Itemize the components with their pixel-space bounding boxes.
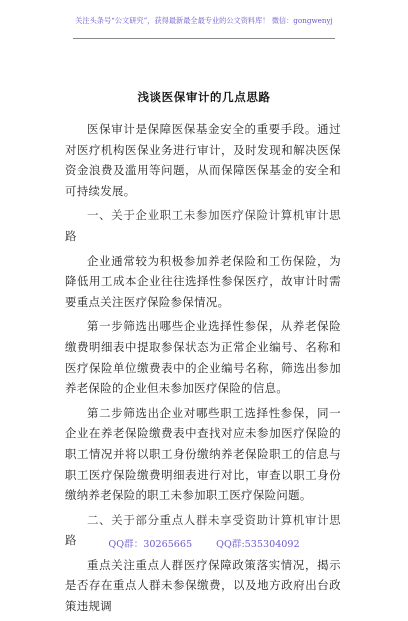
footer-contacts [0,536,408,550]
paragraph: 第一步筛选出哪些企业选择性参保，从养老保险缴费明细表中提取参保状态为正常企业编号、名称和医疗保险单位缴费表中的企业编号名称，筛选出参加养老保险的企业但未参加医疗保险的信息。 [65,319,341,396]
document-title: 浅谈医保审计的几点思路 [137,90,271,104]
paragraph-intro: 医保审计是保障医保基金安全的重要手段。通过对医疗机构医保业务进行审计，及时发现和解决医保资金浪费及滥用等问题，从而保障医保基金的安全和可持续发展。 [65,122,341,198]
footer-qq-group-1: QQ群：30265665 [108,539,193,550]
footer-qq-group-2: QQ群:535304092 [216,539,300,550]
section-heading-1: 一、关于企业职工未参加医疗保险计算机审计思路 [65,208,341,243]
header-note: 关注头条号“公文研究”，获得最新最全最专业的公文资料库！ 微信：gongwenyj [75,16,333,25]
paragraph: 第二步筛选出企业对哪些职工选择性参保，同一企业在养老保险缴费表中查找对应未参加医疗保险的职工情况并将以职工身份缴纳养老保险职工的信息与职工医疗保险缴费明细表进行对比，审查以职工身份缴纳养老保险的职工未参加职工医疗保险问题。 [65,405,341,503]
section-heading-2: 二、关于部分重点人群未享受资助计算机审计思路 [65,512,341,548]
paragraph: 重点关注重点人群医疗保障政策落实情况，揭示是否存在重点人群未参保缴费，以及地方政府出台政策违规调 [65,557,341,614]
paragraph: 企业通常较为积极参加养老保险和工伤保险，为降低用工成本企业往往选择性参保医疗，故审计时需要重点关注医疗保险参保情况。 [65,253,341,309]
header-divider [73,38,335,39]
